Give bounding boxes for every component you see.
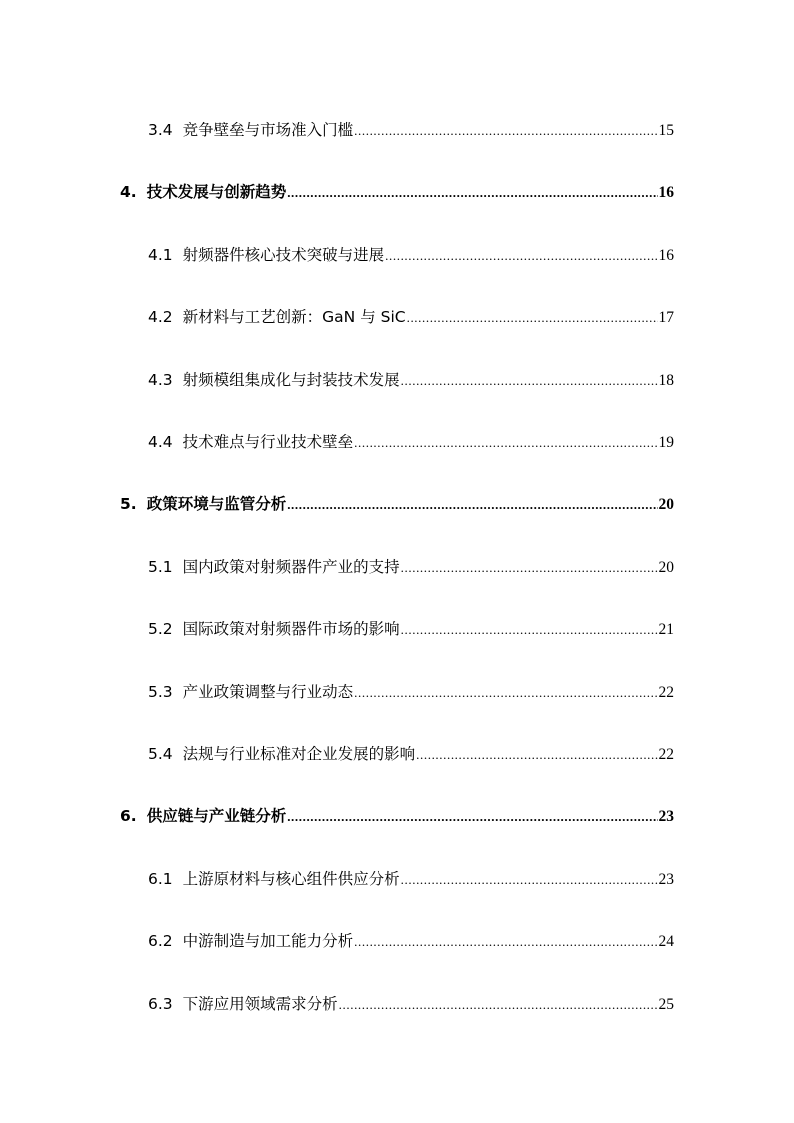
dot-leader (339, 997, 658, 1013)
dot-leader (407, 310, 658, 326)
toc-entry-page: 19 (658, 434, 674, 451)
toc-entry-title: 技术发展与创新趋势 (146, 183, 287, 201)
toc-entry-title: 国内政策对射频器件产业的支持 (182, 558, 400, 576)
dot-leader (385, 248, 657, 264)
toc-entry-page: 16 (658, 247, 674, 264)
dot-leader (287, 185, 657, 201)
toc-entry-page: 25 (658, 996, 674, 1013)
toc-entry-number: 6. (120, 807, 137, 825)
toc-entry-page: 23 (658, 808, 674, 825)
dot-leader (416, 747, 657, 763)
toc-entry-5-1[interactable] (148, 555, 674, 579)
toc-entry-number: 4.3 (148, 371, 173, 389)
toc-entry-page: 15 (658, 122, 674, 139)
toc-entry-page: 24 (658, 933, 674, 950)
toc-entry-page: 20 (658, 496, 674, 513)
toc-entry-page: 16 (658, 184, 674, 201)
toc-entry-number: 6.2 (148, 932, 173, 950)
dot-leader (401, 560, 658, 576)
toc-entry-number: 5.1 (148, 558, 173, 576)
toc-entry-title: 射频模组集成化与封装技术发展 (182, 371, 400, 389)
toc-entry-5[interactable] (120, 492, 674, 516)
toc-entry-title: 政策环境与监管分析 (146, 495, 287, 513)
toc-entry-title: 上游原材料与核心组件供应分析 (182, 870, 400, 888)
toc-entry-title: 下游应用领域需求分析 (182, 995, 338, 1013)
dot-leader (401, 373, 658, 389)
toc-entry-title: 新材料与工艺创新：GaN 与 SiC (182, 308, 406, 326)
dot-leader (354, 435, 657, 451)
toc-entry-title: 竞争壁垒与市场准入门槛 (182, 121, 354, 139)
toc-entry-6-1[interactable] (148, 867, 674, 891)
toc-entry-page: 17 (658, 309, 674, 326)
toc-entry-number: 6.3 (148, 995, 173, 1013)
toc-entry-5-2[interactable] (148, 617, 674, 641)
toc-entry-4[interactable] (120, 180, 674, 204)
toc-entry-page: 20 (658, 559, 674, 576)
toc-entry-title: 法规与行业标准对企业发展的影响 (182, 745, 416, 763)
dot-leader (401, 872, 658, 888)
toc-entry-page: 22 (658, 684, 674, 701)
toc-entry-page: 18 (658, 372, 674, 389)
toc-entry-4-3[interactable] (148, 368, 674, 392)
toc-entry-title: 技术难点与行业技术壁垒 (182, 433, 354, 451)
toc-entry-number: 4. (120, 183, 137, 201)
toc-entry-6-2[interactable] (148, 929, 674, 953)
toc-entry-4-2[interactable] (148, 305, 674, 329)
toc-entry-number: 5. (120, 495, 137, 513)
toc-entry-page: 23 (658, 871, 674, 888)
toc-entry-number: 6.1 (148, 870, 173, 888)
dot-leader (354, 685, 657, 701)
toc-entry-title: 产业政策调整与行业动态 (182, 683, 354, 701)
dot-leader (354, 934, 657, 950)
toc-entry-number: 4.4 (148, 433, 173, 451)
toc-entry-number: 5.3 (148, 683, 173, 701)
toc-entry-title: 供应链与产业链分析 (146, 807, 287, 825)
toc-entry-page: 21 (658, 621, 674, 638)
dot-leader (354, 123, 657, 139)
toc-entry-page: 22 (658, 746, 674, 763)
toc-entry-number: 4.1 (148, 246, 173, 264)
toc-entry-5-3[interactable] (148, 680, 674, 704)
toc-entry-4-4[interactable] (148, 430, 674, 454)
toc-entry-3-4[interactable] (148, 118, 674, 142)
dot-leader (287, 809, 657, 825)
toc-entry-number: 4.2 (148, 308, 173, 326)
toc-entry-title: 中游制造与加工能力分析 (182, 932, 354, 950)
dot-leader (287, 497, 657, 513)
dot-leader (401, 622, 658, 638)
toc-entry-6-3[interactable] (148, 992, 674, 1016)
toc-entry-number: 3.4 (148, 121, 173, 139)
toc-entry-5-4[interactable] (148, 742, 674, 766)
toc-entry-title: 国际政策对射频器件市场的影响 (182, 620, 400, 638)
toc-entry-4-1[interactable] (148, 243, 674, 267)
toc-entry-number: 5.2 (148, 620, 173, 638)
toc-entry-number: 5.4 (148, 745, 173, 763)
toc-entry-6[interactable] (120, 804, 674, 828)
toc-entry-title: 射频器件核心技术突破与进展 (182, 246, 385, 264)
